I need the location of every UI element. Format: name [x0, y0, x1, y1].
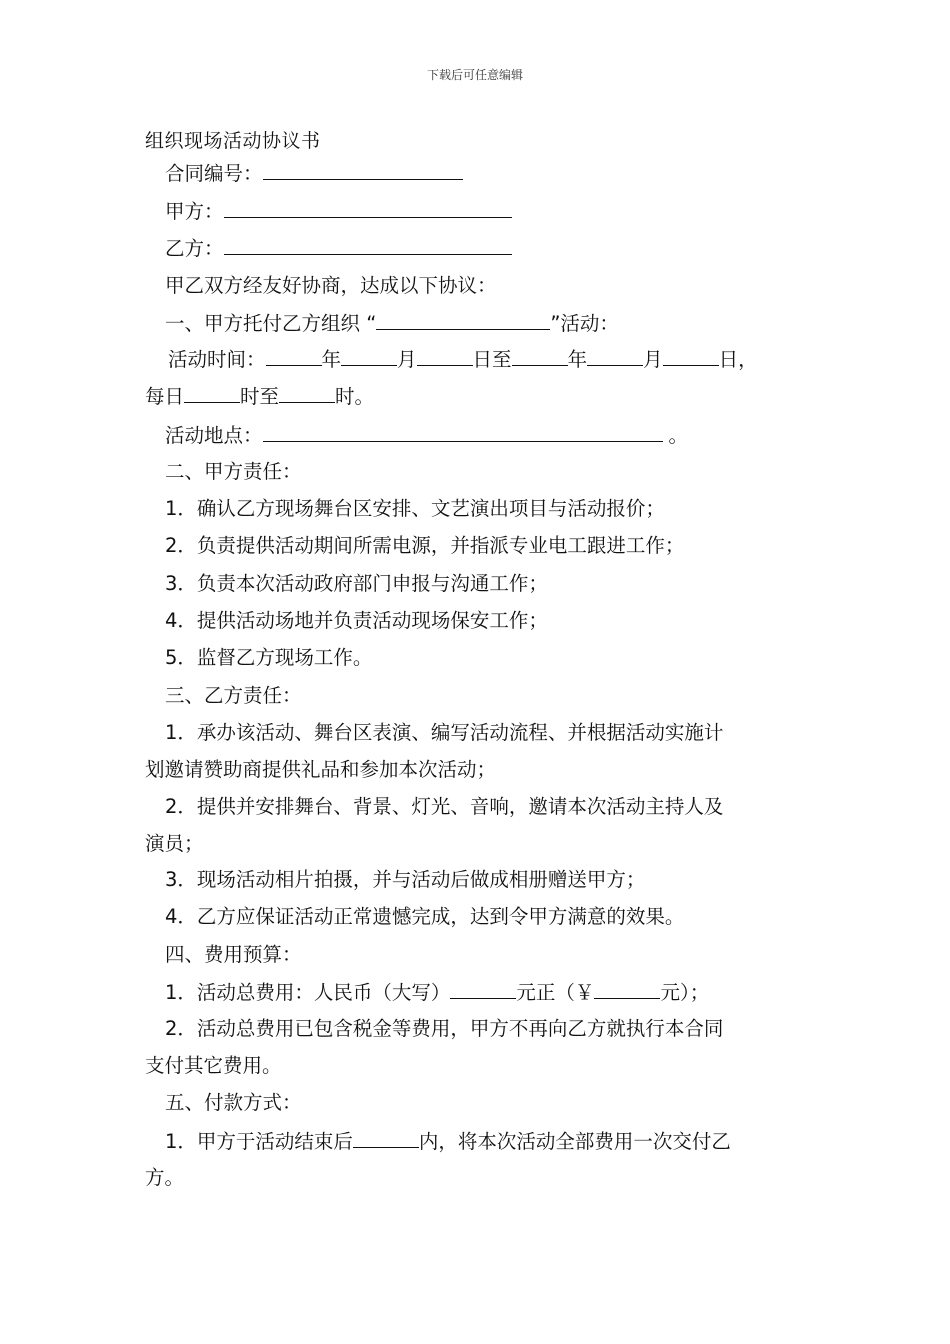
- section-2-heading: 二、甲方责任：: [165, 460, 302, 483]
- section-5-item-1: [165, 1127, 835, 1155]
- section-3-heading: 三、乙方责任：: [165, 684, 302, 707]
- amount-mid-text: 元正（￥: [516, 981, 595, 1004]
- section-3-item-4: 4．乙方应保证活动正常遗憾完成，达到令甲方满意的效果。: [165, 905, 685, 928]
- payment-prefix: 1．甲方于活动结束后: [165, 1130, 353, 1153]
- contract-number-label: 合同编号：: [165, 162, 263, 185]
- daily-hours-line: [145, 382, 815, 410]
- amount-end-text: 元）；: [660, 981, 710, 1004]
- section-4-item-2: 2．活动总费用已包含税金等费用，甲方不再向乙方就执行本合同: [165, 1017, 724, 1040]
- intro-paragraph: 甲乙双方经友好协商，达成以下协议：: [165, 274, 497, 297]
- party-a-label: 甲方：: [165, 200, 224, 223]
- activity-place-line: [165, 421, 835, 449]
- section-4-item-1: [165, 978, 835, 1006]
- section-1-suffix: ”活动：: [550, 312, 619, 335]
- start-month-blank[interactable]: [341, 345, 397, 366]
- payment-suffix: 内，将本次活动全部费用一次交付乙: [418, 1130, 731, 1153]
- party-a-line: [165, 197, 835, 225]
- section-3-item-3: 3．现场活动相片拍摄，并与活动后做成相册赠送甲方；: [165, 868, 646, 891]
- activity-time-label: 活动时间：: [168, 348, 266, 371]
- end-year-blank[interactable]: [512, 345, 568, 366]
- section-1-line: [165, 309, 835, 337]
- page-header: 下载后可任意编辑: [426, 68, 523, 82]
- month-unit: 月: [643, 348, 663, 371]
- party-a-blank[interactable]: [224, 197, 512, 218]
- contract-number-line: [165, 159, 835, 187]
- section-2-item: 2．负责提供活动期间所需电源，并指派专业电工跟进工作；: [165, 534, 685, 557]
- start-day-blank[interactable]: [417, 345, 473, 366]
- year-unit: 年: [321, 348, 342, 371]
- section-4-item-2-cont: 支付其它费用。: [145, 1054, 282, 1077]
- section-3-item-2: 2．提供并安排舞台、背景、灯光、音响，邀请本次活动主持人及: [165, 795, 724, 818]
- hour-end-unit: 时。: [335, 385, 375, 408]
- end-day-blank[interactable]: [663, 345, 719, 366]
- total-cost-label: 1．活动总费用：人民币（大写）: [165, 981, 451, 1004]
- start-hour-blank[interactable]: [184, 382, 240, 403]
- place-end: 。: [668, 424, 689, 447]
- section-3-item-1-cont: 划邀请赞助商提供礼品和参加本次活动；: [145, 758, 497, 781]
- section-3-item-1: 1．承办该活动、舞台区表演、编写活动流程、并根据活动实施计: [165, 721, 724, 744]
- party-b-line: [165, 234, 835, 262]
- hour-to-unit: 时至: [240, 385, 280, 408]
- section-2-item: 4．提供活动场地并负责活动现场保安工作；: [165, 609, 548, 632]
- amount-words-blank[interactable]: [450, 978, 516, 999]
- contract-number-blank[interactable]: [263, 159, 463, 180]
- section-2-item: 3．负责本次活动政府部门申报与沟通工作；: [165, 572, 548, 595]
- month-unit: 月: [397, 348, 417, 371]
- payment-period-blank[interactable]: [353, 1127, 419, 1148]
- end-hour-blank[interactable]: [279, 382, 335, 403]
- activity-place-blank[interactable]: [263, 421, 663, 442]
- year-unit: 年: [567, 348, 588, 371]
- day-to-unit: 日至: [472, 348, 512, 371]
- section-5-item-1-cont: 方。: [145, 1166, 185, 1189]
- activity-time-line: [168, 345, 838, 373]
- end-month-blank[interactable]: [587, 345, 643, 366]
- section-1-prefix: 一、甲方托付乙方组织 “: [165, 312, 377, 335]
- section-3-item-2-cont: 演员；: [145, 832, 204, 855]
- section-2-item: 1．确认乙方现场舞台区安排、文艺演出项目与活动报价；: [165, 497, 665, 520]
- party-b-label: 乙方：: [165, 237, 224, 260]
- page-title: 组织现场活动协议书: [145, 130, 321, 152]
- start-year-blank[interactable]: [266, 345, 322, 366]
- day-end-unit: 日，: [718, 348, 758, 371]
- daily-prefix: 每日: [145, 385, 185, 408]
- section-2-item: 5．监督乙方现场工作。: [165, 646, 373, 669]
- activity-name-blank[interactable]: [376, 309, 550, 330]
- section-4-heading: 四、费用预算：: [165, 943, 302, 966]
- amount-figures-blank[interactable]: [594, 978, 660, 999]
- party-b-blank[interactable]: [224, 234, 512, 255]
- activity-place-label: 活动地点：: [165, 424, 263, 447]
- section-5-heading: 五、付款方式：: [165, 1091, 302, 1114]
